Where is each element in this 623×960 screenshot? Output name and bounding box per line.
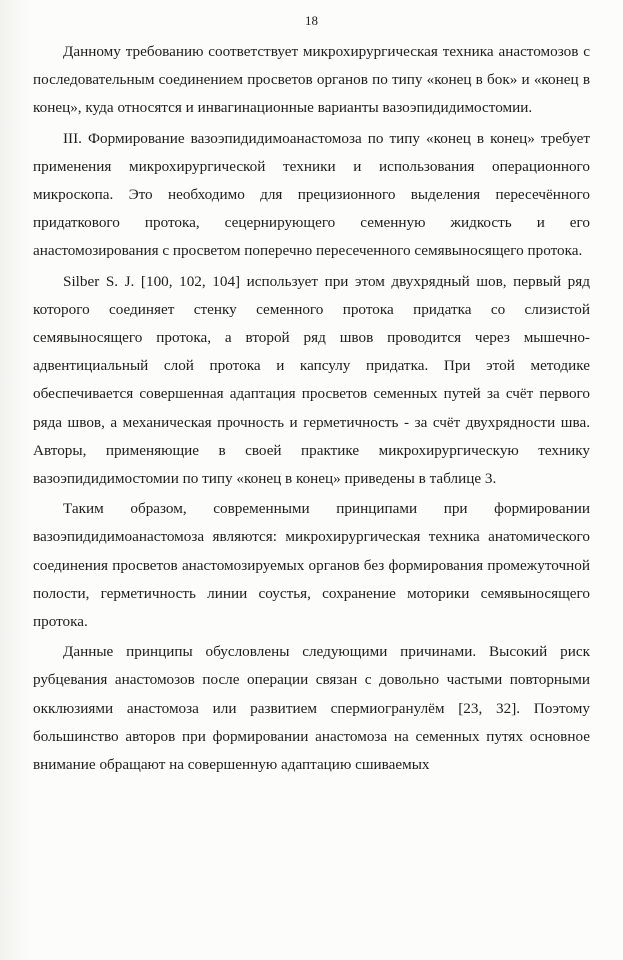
page-number: 18 [305, 13, 318, 28]
paragraph-5: Данные принципы обусловлены следующими причинами. Высокий риск рубцевания анастомозов после операции связан с довольно частыми повторными окклюзиями анастомоза или развитием спермиогранулём [23, 32]. Поэтому большинство авторов при формировании анастомоза на семенных путях основное внимание обращают на совершенную адаптацию сшиваемых [33, 643, 590, 774]
paragraph-1: Данному требованию соответствует микрохирургическая техника анастомозов с последовательным соединением просветов органов по типу «конец в бок» и «конец в конец», куда относятся и инвагинационные варианты вазоэпидидимостомии. [33, 43, 590, 117]
scan-edge-shadow [0, 0, 30, 960]
paragraph-2: III. Формирование вазоэпидидимоанастомоза по типу «конец в конец» требует применения микрохирургической техники и использования операционного микроскопа. Это необходимо для прецизионного выделения пересечённого придаткового протока, сецернирующего семенную жидкость и его анастомозирования с просветом поперечно пересеченного семявыносящего протока. [33, 129, 590, 260]
paragraph-4: Таким образом, современными принципами при формировании вазоэпидидимоанастомоза являются: микрохирургическая техника анатомического соединения просветов анастомозируемых органов без формирования промежуточной полости, герметичность линии соустья, сохранение моторики семявыносящего протока. [33, 500, 590, 631]
body-text [33, 38, 590, 779]
paragraph-3: Silber S. J. [100, 102, 104] использует при этом двухрядный шов, первый ряд которого соединяет стенку семенного протока придатка со слизистой семявыносящего протока, а второй ряд швов проводится через мышечно-адвентициальный слой протока и капсулу придатка. При этой методике обеспечивается совершенная адаптация просветов семенных путей за счёт первого ряда швов, а механическая прочность и герметичность - за счёт двухрядности шва. Авторы, применяющие в своей практике микрохирургическую технику вазоэпидидимостомии по типу «конец в конец» приведены в таблице 3. [33, 272, 590, 488]
